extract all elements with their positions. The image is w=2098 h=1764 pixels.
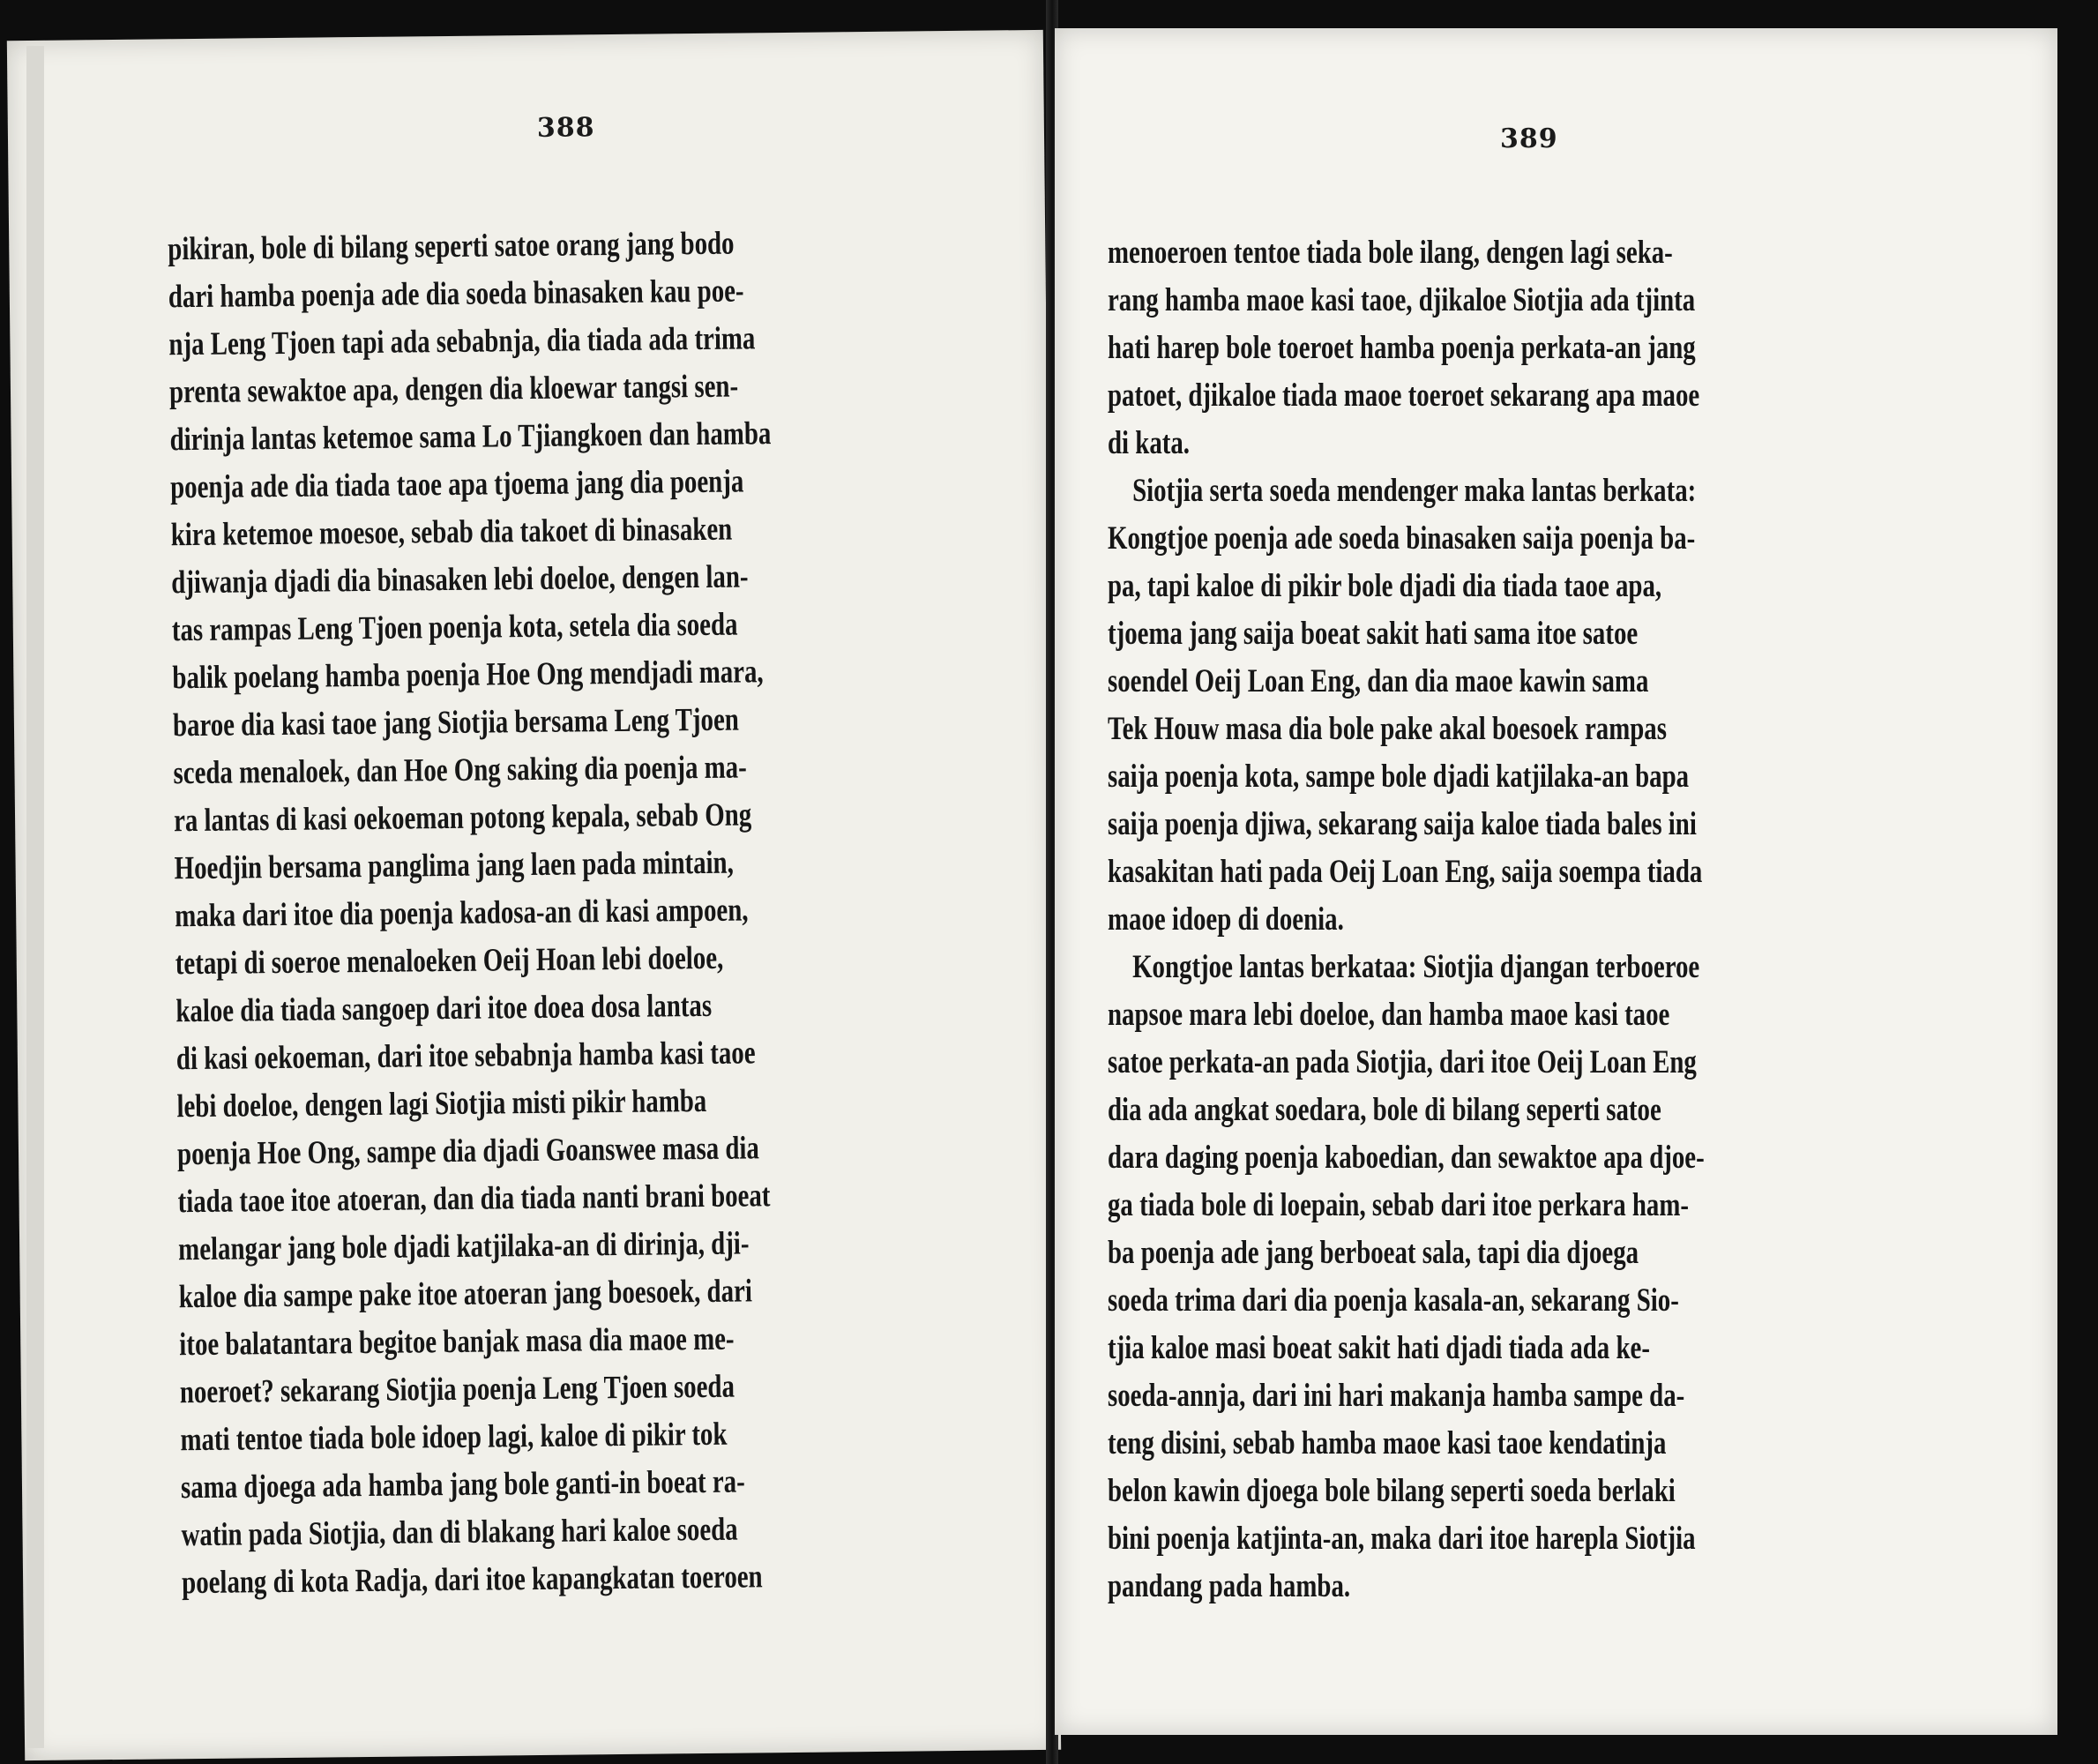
text-line: tjia kaloe masi boeat sakit hati djadi tiada ada ke- — [1108, 1330, 1650, 1366]
text-line: tetapi di soeroe menaloeken Oeij Hoan lebi doeloe, — [175, 939, 724, 983]
text-line: pandang pada hamba. — [1108, 1568, 1351, 1604]
right-page — [1055, 28, 2057, 1735]
text-line: soeda trima dari dia poenja kasala-an, sekarang Sio- — [1108, 1282, 1679, 1319]
page-number-right: 389 — [1500, 123, 1558, 154]
text-line: maka dari itoe dia poenja kadosa-an di kasi ampoen, — [175, 892, 749, 935]
page-number-left: 388 — [536, 112, 595, 144]
text-line: Siotjia serta soeda mendenger maka lantas berkata: — [1132, 473, 1697, 509]
text-line: menoeroen tentoe tiada bole ilang, dengen lagi seka- — [1108, 235, 1673, 271]
text-line: soeda-annja, dari ini hari makanja hamba sampe da- — [1108, 1378, 1685, 1414]
text-line: pikiran, bole di bilang seperti satoe orang jang bodo — [168, 225, 735, 268]
text-line: baroe dia kasi taoe jang Siotjia bersama Leng Tjoen — [172, 701, 740, 744]
text-line: rang hamba maoe kasi taoe, djikaloe Siotjia ada tjinta — [1108, 282, 1696, 318]
text-line: kira ketemoe moesoe, sebab dia takoet di binasaken — [170, 511, 733, 554]
text-line: djiwanja djadi dia binasaken lebi doeloe, dengen lan- — [171, 558, 749, 602]
text-line: dari hamba poenja ade dia soeda binasaken kau poe- — [168, 273, 744, 316]
text-line: Kongtjoe poenja ade soeda binasaken saija poenja ba- — [1108, 520, 1696, 557]
text-line: watin pada Siotjia, dan di blakang hari kaloe soeda — [181, 1511, 738, 1554]
text-line: hati harep bole toeroet hamba poenja perkata-an jang — [1108, 330, 1696, 366]
text-line: di kata. — [1108, 425, 1191, 461]
text-line: poenja ade dia tiada taoe apa tjoema jang dia poenja — [169, 463, 744, 506]
text-line: Tek Houw masa dia bole pake akal boesoek rampas — [1108, 711, 1667, 747]
text-line: teng disini, sebab hamba maoe kasi taoe kendatinja — [1108, 1425, 1667, 1461]
text-line: itoe balatantara begitoe banjak masa dia maoe me- — [179, 1320, 735, 1364]
text-line: sceda menaloek, dan Hoe Ong saking dia poenja ma- — [173, 749, 747, 792]
text-line: prenta sewaktoe apa, dengen dia kloewar tangsi sen- — [168, 368, 739, 411]
text-line: satoe perkata-an pada Siotjia, dari itoe Oeij Loan Eng — [1108, 1044, 1697, 1080]
text-line: ra lantas di kasi oekoeman potong kepala, sebab Ong — [173, 796, 752, 840]
text-line: sama djoega ada hamba jang bole ganti-in boeat ra- — [180, 1463, 745, 1506]
text-line: nja Leng Tjoen tapi ada sebabnja, dia tiada ada trima — [168, 320, 756, 363]
text-line: poelang di kota Radja, dari itoe kapangkatan toeroen — [181, 1558, 763, 1602]
text-line: tjoema jang saija boeat sakit hati sama itoe satoe — [1108, 616, 1639, 652]
text-line: poenja Hoe Ong, sampe dia djadi Goanswee masa dia — [176, 1130, 760, 1173]
text-line: maoe idoep di doenia. — [1108, 901, 1344, 938]
text-line: noeroet? sekarang Siotjia poenja Leng Tjoen soeda — [179, 1368, 735, 1411]
text-line: di kasi oekoeman, dari itoe sebabnja hamba kasi taoe — [175, 1035, 756, 1078]
right-page-text — [1108, 229, 1705, 1611]
text-line: belon kawin djoega bole bilang seperti soeda berlaki — [1108, 1473, 1676, 1509]
text-line: ga tiada bole di loepain, sebab dari itoe perkara ham- — [1108, 1187, 1690, 1223]
text-line: kaloe dia sampe pake itoe atoeran jang boesoek, dari — [178, 1273, 753, 1316]
text-line: saija poenja djiwa, sekarang saija kaloe tiada bales ini — [1108, 806, 1697, 842]
text-line: tiada taoe itoe atoeran, dan dia tiada nanti brani boeat — [177, 1177, 771, 1221]
text-line: napsoe mara lebi doeloe, dan hamba maoe kasi taoe — [1108, 997, 1670, 1033]
text-line: soendel Oeij Loan Eng, dan dia maoe kawin sama — [1108, 663, 1649, 699]
text-line: kaloe dia tiada sangoep dari itoe doea dosa lantas — [175, 987, 713, 1030]
left-page-text — [168, 220, 783, 1607]
text-line: tas rampas Leng Tjoen poenja kota, setela dia soeda — [171, 606, 738, 649]
text-line: Hoedjin bersama panglima jang laen pada mintain, — [174, 844, 735, 887]
text-line: pa, tapi kaloe di pikir bole djadi dia tiada taoe apa, — [1108, 568, 1662, 604]
text-line: patoet, djikaloe tiada maoe toeroet sekarang apa maoe — [1108, 377, 1700, 414]
text-line: lebi doeloe, dengen lagi Siotjia misti pikir hamba — [176, 1082, 707, 1125]
text-line: ba poenja ade jang berboeat sala, tapi dia djoega — [1108, 1235, 1639, 1271]
left-page — [7, 30, 1061, 1760]
text-line: mati tentoe tiada bole idoep lagi, kaloe di pikir tok — [180, 1416, 728, 1459]
text-line: dara daging poenja kaboedian, dan sewaktoe apa djoe- — [1108, 1140, 1705, 1176]
text-line: kasakitan hati pada Oeij Loan Eng, saija soempa tiada — [1108, 854, 1703, 890]
text-line: bini poenja katjinta-an, maka dari itoe harepla Siotjia — [1108, 1521, 1696, 1557]
page-edge — [26, 46, 44, 1748]
text-line: saija poenja kota, sampe bole djadi katjilaka-an bapa — [1108, 759, 1690, 795]
text-line: dirinja lantas ketemoe sama Lo Tjiangkoen dan hamba — [169, 415, 772, 459]
text-line: balik poelang hamba poenja Hoe Ong mendjadi mara, — [172, 654, 764, 697]
text-line: dia ada angkat soedara, bole di bilang seperti satoe — [1108, 1092, 1661, 1128]
text-line: melangar jang bole djadi katjilaka-an di dirinja, dji- — [177, 1225, 750, 1268]
text-line: Kongtjoe lantas berkataa: Siotjia djangan terboeroe — [1132, 949, 1700, 985]
